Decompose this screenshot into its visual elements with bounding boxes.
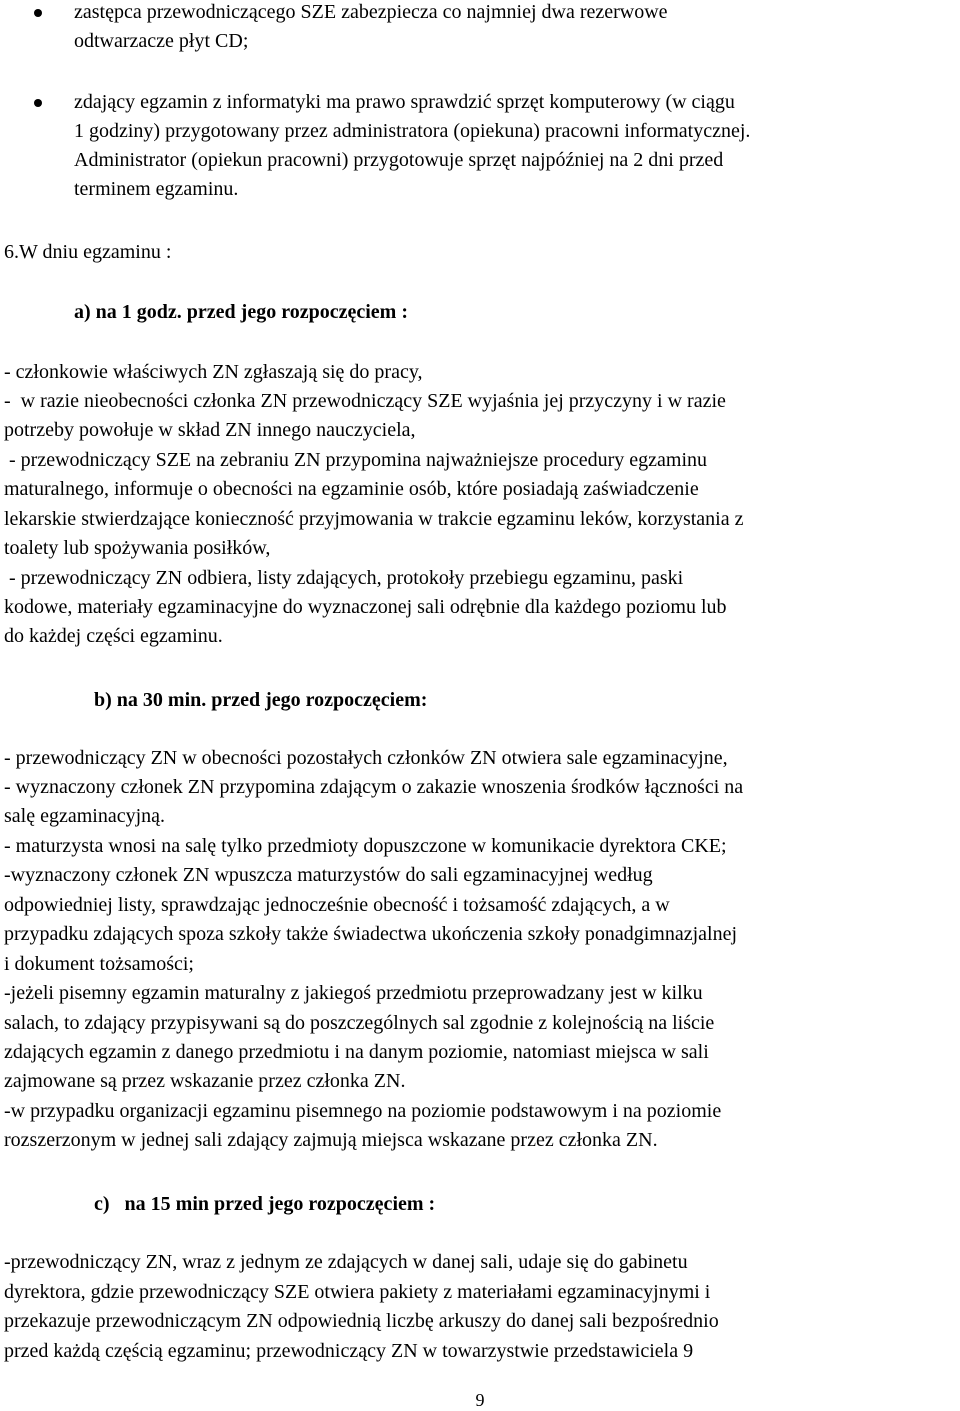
text-line: odpowiedniej listy, sprawdzając jednocześnie obecność i tożsamość zdających, a w (4, 894, 670, 916)
text-line: przypadku zdających spoza szkoły także świadectwa ukończenia szkoły ponadgimnazjalnej (4, 923, 738, 945)
bullet-line: Administrator (opiekun pracowni) przygotowuje sprzęt najpóźniej na 2 dni przed (74, 149, 724, 171)
section-heading: 6.W dniu egzaminu : (4, 241, 172, 263)
text-line: - przewodniczący ZN odbiera, listy zdających, protokoły przebiegu egzaminu, paski (4, 567, 684, 589)
subsection-heading-b: b) na 30 min. przed jego rozpoczęciem: (94, 689, 428, 711)
page-number: 9 (475, 1390, 485, 1410)
text-line: -w przypadku organizacji egzaminu pisemnego na poziomie podstawowym i na poziomie (4, 1100, 722, 1122)
bullet-line: 1 godziny) przygotowany przez administratora (opiekuna) pracowni informatycznej. (74, 120, 751, 142)
text-line: - maturzysta wnosi na salę tylko przedmioty dopuszczone w komunikacie dyrektora CKE; (4, 835, 727, 857)
text-line: -jeżeli pisemny egzamin maturalny z jakiegoś przedmiotu przeprowadzany jest w kilku (4, 982, 703, 1004)
bullet-line: zastępca przewodniczącego SZE zabezpiecza co najmniej dwa rezerwowe (74, 1, 668, 23)
text-line: salach, to zdający przypisywani są do poszczególnych sal zgodnie z kolejnością na liście (4, 1012, 715, 1034)
text-line: przed każdą częścią egzaminu; przewodniczący ZN w towarzystwie przedstawiciela 9 (4, 1340, 694, 1362)
text-line: -przewodniczący ZN, wraz z jednym ze zdających w danej sali, udaje się do gabinetu (4, 1251, 688, 1273)
text-line: salę egzaminacyjną. (4, 805, 166, 827)
text-line: maturalnego, informuje o obecności na egzaminie osób, które posiadają zaświadczenie (4, 478, 699, 500)
text-line: przekazuje przewodniczącym ZN odpowiednią liczbę arkuszy do danej sali bezpośrednio (4, 1310, 719, 1332)
text-line: - wyznaczony członek ZN przypomina zdającym o zakazie wnoszenia środków łączności na (4, 776, 744, 798)
bullet-icon (34, 9, 42, 17)
text-line: lekarskie stwierdzające konieczność przyjmowania w trakcie egzaminu leków, korzystania z (4, 508, 744, 530)
text-line: - członkowie właściwych ZN zgłaszają się do pracy, (4, 361, 423, 383)
text-line: - przewodniczący ZN w obecności pozostałych członków ZN otwiera sale egzaminacyjne, (4, 747, 728, 769)
bullet-line: odtwarzacze płyt CD; (74, 30, 249, 52)
bullet-line: terminem egzaminu. (74, 178, 239, 200)
subsection-heading-a: a) na 1 godz. przed jego rozpoczęciem : (74, 301, 408, 323)
text-line: i dokument tożsamości; (4, 953, 194, 975)
text-line: -wyznaczony członek ZN wpuszcza maturzystów do sali egzaminacyjnej według (4, 864, 653, 886)
bullet-line: zdający egzamin z informatyki ma prawo sprawdzić sprzęt komputerowy (w ciągu (74, 91, 735, 113)
text-line: - w razie nieobecności członka ZN przewodniczący SZE wyjaśnia jej przyczyny i w razie (4, 390, 726, 412)
text-line: rozszerzonym w jednej sali zdający zajmują miejsca wskazane przez członka ZN. (4, 1129, 658, 1151)
text-line: do każdej części egzaminu. (4, 625, 223, 647)
text-line: dyrektora, gdzie przewodniczący SZE otwiera pakiety z materiałami egzaminacyjnymi i (4, 1281, 711, 1303)
text-line: potrzeby powołuje w skład ZN innego nauczyciela, (4, 419, 416, 441)
text-line: toalety lub spożywania posiłków, (4, 537, 271, 559)
subsection-heading-c: c) na 15 min przed jego rozpoczęciem : (94, 1193, 436, 1215)
text-line: zdających egzamin z danego przedmiotu i na danym poziomie, natomiast miejsca w sali (4, 1041, 709, 1063)
text-line: - przewodniczący SZE na zebraniu ZN przypomina najważniejsze procedury egzaminu (4, 449, 708, 471)
text-line: kodowe, materiały egzaminacyjne do wyznaczonej sali odrębnie dla każdego poziomu lub (4, 596, 727, 618)
bullet-icon (34, 99, 42, 107)
text-line: zajmowane są przez wskazanie przez członka ZN. (4, 1070, 406, 1092)
